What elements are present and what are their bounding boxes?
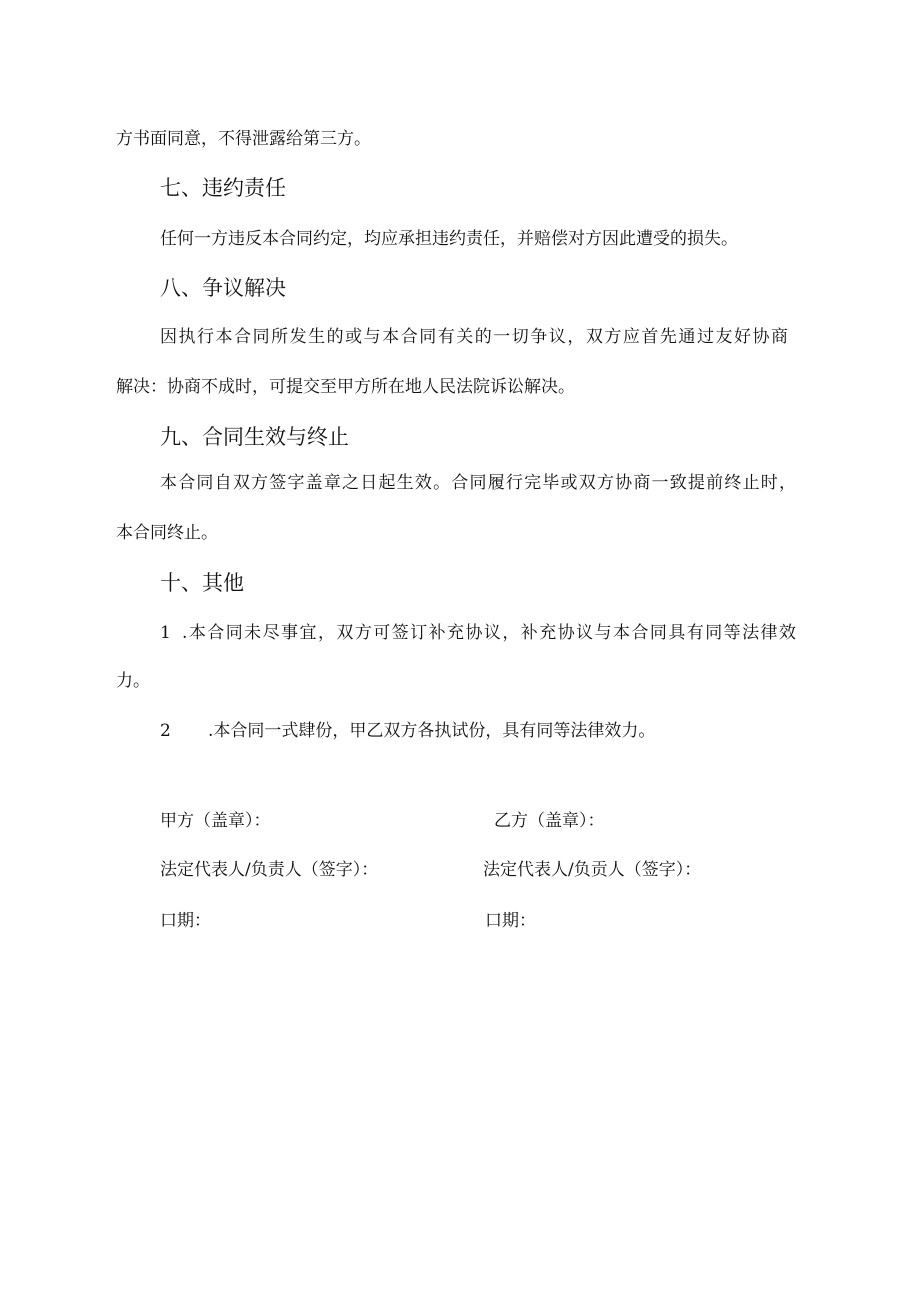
item-number: 2 bbox=[160, 721, 171, 741]
item-text: 力。 bbox=[116, 671, 150, 691]
item-number: 1 bbox=[160, 623, 171, 643]
section-heading: 八、争议解决 bbox=[160, 276, 286, 300]
section-heading: 十、其他 bbox=[160, 571, 244, 595]
item-text: .本合同未尽事宜，双方可签订补充协议，补充协议与本合同具有同等法律效 bbox=[182, 623, 796, 643]
item-text: .本合同一式肆份，甲乙双方各执试份，具有同等法律效力。 bbox=[208, 721, 656, 741]
continuation-text: 方书面同意，不得泄露给第三方。 bbox=[116, 129, 371, 149]
section-heading: 九、合同生效与终止 bbox=[160, 425, 349, 449]
section-paragraph: 任何一方违反本合同约定，均应承担违约责任，并赔偿对方因此遭受的损失。 bbox=[160, 229, 738, 249]
section-paragraph: 本合同自双方签字盖章之日起生效。合同履行完毕或双方协商一致提前终止时， bbox=[160, 473, 796, 493]
party-b-representative-label: 法定代表人/负贡人（签字）： bbox=[483, 860, 702, 880]
section-paragraph: 解决：协商不成时，可提交至甲方所在地人民法院诉讼解决。 bbox=[116, 377, 575, 397]
party-a-date-label: 口期： bbox=[160, 911, 211, 931]
section-paragraph: 本合同终止。 bbox=[116, 523, 218, 543]
party-b-date-label: 口期： bbox=[485, 911, 536, 931]
party-a-seal-label: 甲方（盖章）： bbox=[160, 811, 271, 831]
section-heading: 七、违约责任 bbox=[160, 176, 286, 200]
section-paragraph: 因执行本合同所发生的或与本合同有关的一切争议，双方应首先通过友好协商 bbox=[160, 327, 788, 347]
party-b-seal-label: 乙方（盖章）： bbox=[494, 811, 605, 831]
party-a-representative-label: 法定代表人/负责人（签字）： bbox=[160, 860, 379, 880]
